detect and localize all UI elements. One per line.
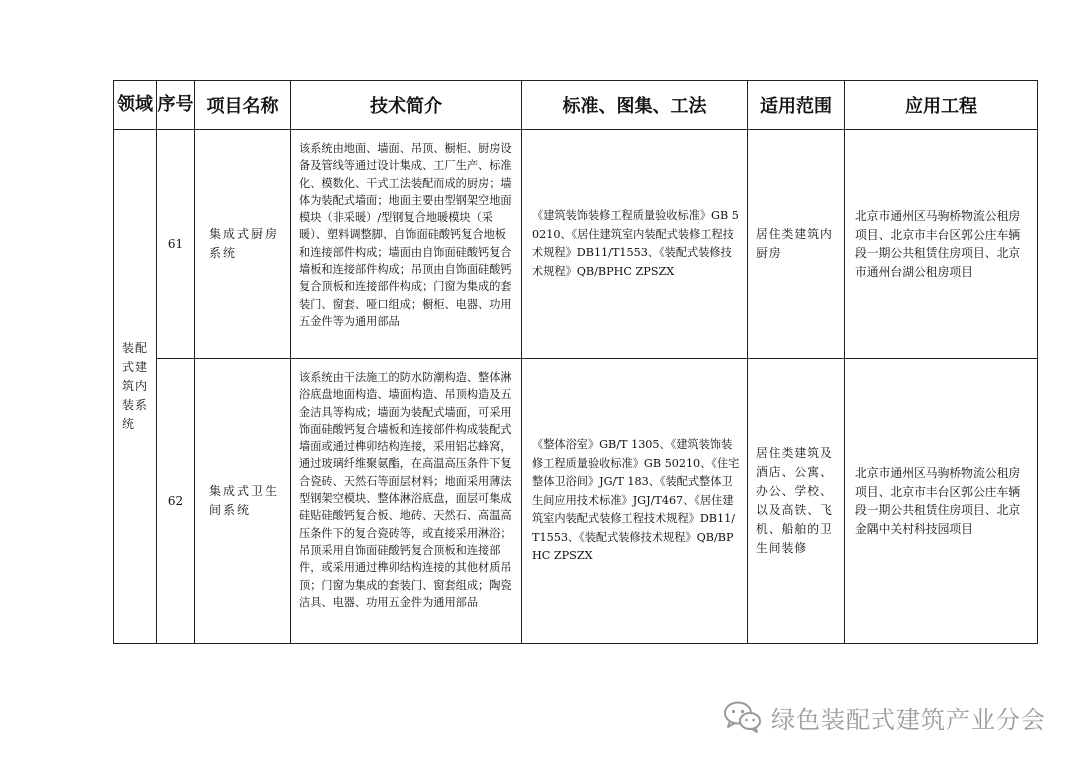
header-standards: 标准、图集、工法 xyxy=(522,81,748,130)
seq-cell: 61 xyxy=(157,130,195,359)
domain-value: 装配式建筑内装系统 xyxy=(122,341,149,431)
project-name-cell: 集成式厨房系统 xyxy=(195,130,291,359)
header-scope: 适用范围 xyxy=(748,81,845,130)
header-name: 项目名称 xyxy=(195,81,291,130)
application-cell: 北京市通州区马驹桥物流公租房项目、北京市丰台区郭公庄车辆段一期公共租赁住房项目、北京金隅中关村科技园项目 xyxy=(845,359,1038,644)
wechat-icon xyxy=(723,700,763,734)
table-row xyxy=(114,359,1038,644)
header-domain: 领域 xyxy=(114,81,157,130)
application-cell: 北京市通州区马驹桥物流公租房项目、北京市丰台区郭公庄车辆段一期公共租赁住房项目、北京市通州台湖公租房项目 xyxy=(845,130,1038,359)
technology-table xyxy=(113,80,1038,644)
header-seq: 序号 xyxy=(157,81,195,130)
header-row xyxy=(114,81,1038,130)
watermark xyxy=(723,697,1046,737)
intro-cell: 该系统由地面、墙面、吊顶、橱柜、厨房设备及管线等通过设计集成、工厂生产、标准化、模数化、干式工法装配而成的厨房；墙体为装配式墙面；地面主要由型钢架空地面模块（非采暖）/型钢复合地暖模块（采暖）、塑料调整脚、自饰面硅酸钙复合地板和连接部件构成；墙面由自饰面硅酸钙复合墙板和连接部件构成；吊顶由自饰面硅酸钙复合顶板和连接部件构成；门窗为集成的套装门、窗套、哑口组成；橱柜、电器、功用五金件等为通用部品 xyxy=(291,130,522,359)
header-intro: 技术简介 xyxy=(291,81,522,130)
table-row xyxy=(114,130,1038,359)
standards-cell: 《建筑装饰装修工程质量验收标准》GB 50210、《居住建筑室内装配式装修工程技术规程》DB11/T1553、《装配式装修技术规程》QB/BPHC ZPSZX xyxy=(522,130,748,359)
standards-cell: 《整体浴室》GB/T 1305、《建筑装饰装修工程质量验收标准》GB 50210、《住宅整体卫浴间》JG/T 183、《装配式整体卫生间应用技术标准》JGJ/T467、《居住建筑室内装配式装修工程技术规程》DB11/T1553、《装配式装修技术规程》QB/BPHC ZPSZX xyxy=(522,359,748,644)
watermark-text: 绿色装配式建筑产业分会 xyxy=(771,705,1046,734)
scope-cell: 居住类建筑内厨房 xyxy=(748,130,845,359)
domain-cell xyxy=(114,130,157,644)
header-application: 应用工程 xyxy=(845,81,1038,130)
scope-cell: 居住类建筑及酒店、公寓、办公、学校、以及高铁、飞机、船舶的卫生间装修 xyxy=(748,359,845,644)
intro-cell: 该系统由干法施工的防水防潮构造、整体淋浴底盘地面构造、墙面构造、吊顶构造及五金洁具等构成；墙面为装配式墙面，可采用饰面硅酸钙复合墙板和连接部件构成装配式墙面或通过榫卯结构连接，采用铝芯蜂窝，通过玻璃纤维聚氨酯，在高温高压条件下复合瓷砖、天然石等面层材料；地面采用薄法型钢架空模块、整体淋浴底盘，面层可集成硅贴硅酸钙复合板、地砖、天然石、高温高压条件下的复合瓷砖等，或直接采用淋浴；吊顶采用自饰面硅酸钙复合顶板和连接部件，或采用通过榫卯结构连接的其他材质吊顶；门窗为集成的套装门、窗套组成；陶瓷洁具、电器、功用五金件为通用部品 xyxy=(291,359,522,644)
project-name-cell: 集成式卫生间系统 xyxy=(195,359,291,644)
seq-cell: 62 xyxy=(157,359,195,644)
